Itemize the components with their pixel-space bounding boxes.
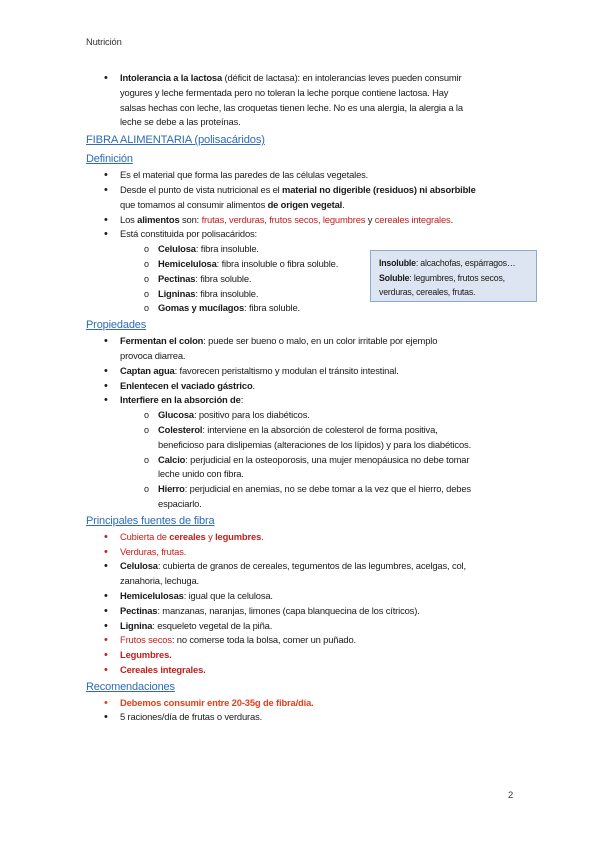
- text-run: Pectinas: [158, 272, 196, 284]
- list-item: [0, 530, 599, 545]
- page-number: 2: [508, 789, 514, 800]
- circle-bullet-icon: o: [144, 484, 149, 495]
- text-run: son:: [179, 213, 202, 225]
- list-item: [0, 559, 599, 574]
- list-item-continuation: [0, 198, 599, 213]
- text-run: Hierro: [158, 483, 185, 495]
- text-run: : interviene en la absorción de colesterol de forma positiva,: [202, 423, 438, 435]
- text-run: de origen vegetal: [267, 198, 343, 210]
- list-item: [0, 696, 599, 711]
- text-run: Cubierta de: [120, 530, 170, 542]
- list-item: [0, 183, 599, 198]
- text-run: salsas hechas con leche, las croquetas tienen leche. No es una alergia, la alergia a la: [120, 101, 463, 113]
- text-run: zanahoria, lechuga.: [120, 575, 199, 587]
- list-item: [0, 334, 599, 349]
- text-run: material no digerible (residuos) ni absorbible: [282, 183, 476, 195]
- text-run: Lignina: [120, 619, 153, 631]
- list-item: [0, 663, 599, 678]
- text-run: : cubierta de granos de cereales, tegumentos de las legumbres, acelgas, col,: [157, 560, 466, 572]
- text-run: :: [240, 394, 244, 406]
- list-item: [0, 482, 599, 497]
- list-item-continuation: [0, 574, 599, 589]
- text-run: 5 raciones/día de frutas o verduras.: [120, 711, 263, 723]
- text-run: : perjudicial en anemias, no se debe tomar a la vez que el hierro, debes: [184, 483, 471, 495]
- page-content: [0, 71, 599, 725]
- list-item: [0, 408, 599, 423]
- list-item: [0, 648, 599, 663]
- text-run: Verduras, frutas.: [120, 545, 187, 557]
- text-run: provoca diarrea.: [120, 349, 186, 361]
- bullet-icon: •: [104, 634, 108, 647]
- bullet-icon: •: [104, 649, 108, 662]
- text-run: : favorecen peristaltismo y modulan el tránsito intestinal.: [174, 364, 399, 376]
- list-item: [0, 379, 599, 394]
- text-run: cereales integrales: [374, 213, 451, 225]
- list-item: [0, 453, 599, 468]
- text-run: : perjudicial en la osteoporosis, una mujer menopáusica no debe tomar: [185, 453, 470, 465]
- bullet-icon: •: [104, 169, 108, 182]
- bullet-icon: •: [104, 379, 108, 392]
- list-item-continuation: [0, 101, 599, 116]
- bullet-icon: •: [104, 619, 108, 632]
- text-run: espaciarlo.: [158, 497, 202, 509]
- text-run: verduras, cereales, frutas.: [379, 287, 476, 298]
- bullet-icon: •: [104, 711, 108, 724]
- text-run: : fibra insoluble o fibra soluble.: [216, 257, 339, 269]
- text-run: : alcachofas, espárragos…: [415, 258, 516, 268]
- text-run: Celulosa: [158, 243, 196, 255]
- list-item: [0, 71, 599, 86]
- bullet-icon: •: [104, 364, 108, 377]
- text-run: Intolerancia a la lactosa: [120, 72, 223, 83]
- bullet-icon: •: [104, 335, 108, 348]
- list-item-continuation: [0, 438, 599, 453]
- circle-bullet-icon: o: [144, 454, 149, 465]
- text-run: : manzanas, naranjas, limones (capa blanquecina de los cítricos).: [157, 604, 420, 616]
- circle-bullet-icon: o: [144, 288, 149, 299]
- section-title: FIBRA ALIMENTARIA (polisacáridos): [86, 134, 265, 147]
- text-run: leche se debe a las proteínas.: [120, 116, 241, 128]
- list-item-continuation: [0, 349, 599, 364]
- text-run: Captan agua: [120, 364, 175, 376]
- text-run: Enlentecen el vaciado gástrico: [120, 379, 253, 391]
- list-item: [0, 619, 599, 634]
- text-run: : puede ser bueno o malo, en un color irritable por ejemplo: [203, 335, 438, 347]
- circle-bullet-icon: o: [144, 410, 149, 421]
- callout-line: [379, 256, 536, 271]
- text-run: .: [252, 379, 256, 391]
- circle-bullet-icon: o: [144, 303, 149, 314]
- section-heading: Recomendaciones: [86, 680, 175, 693]
- text-run: Glucosa: [158, 409, 194, 421]
- text-run: legumbres: [215, 530, 262, 542]
- list-item: [0, 423, 599, 438]
- bullet-icon: •: [104, 228, 108, 241]
- text-run: Gomas y mucílagos: [158, 302, 245, 314]
- bullet-icon: •: [104, 530, 108, 543]
- section-heading: Definición: [86, 153, 133, 166]
- text-run: Cereales integrales.: [120, 663, 206, 675]
- text-run: Interfiere en la absorción de: [120, 394, 241, 406]
- section-heading: Propiedades: [86, 319, 147, 332]
- text-run: : igual que la celulosa.: [183, 589, 273, 601]
- bullet-icon: •: [104, 604, 108, 617]
- bullet-icon: •: [104, 589, 108, 602]
- text-run: Es el material que forma las paredes de las células vegetales.: [120, 169, 369, 181]
- list-item: [0, 364, 599, 379]
- fiber-types-callout-box: [370, 250, 537, 302]
- text-run: Soluble: [379, 272, 410, 283]
- text-run: leche unido con fibra.: [158, 468, 244, 480]
- text-run: Debemos consumir entre 20-35g de fibra/día.: [120, 696, 314, 708]
- bullet-icon: •: [104, 696, 108, 709]
- circle-bullet-icon: o: [144, 258, 149, 269]
- text-run: cereales: [169, 530, 206, 542]
- text-run: que tomamos al consumir alimentos: [120, 198, 268, 210]
- text-run: y: [205, 530, 216, 542]
- list-item-continuation: [0, 497, 599, 512]
- circle-bullet-icon: o: [144, 424, 149, 435]
- bullet-icon: •: [104, 560, 108, 573]
- list-item: [0, 301, 599, 316]
- list-item: [0, 633, 599, 648]
- list-item-continuation: [0, 115, 599, 130]
- bullet-icon: •: [104, 213, 108, 226]
- list-item: [0, 227, 599, 242]
- callout-line: [379, 285, 536, 300]
- text-run: y: [365, 213, 375, 225]
- text-run: : fibra insoluble.: [195, 243, 259, 255]
- text-run: Está constituida por polisacáridos:: [120, 228, 258, 240]
- list-item: [0, 168, 599, 183]
- text-run: Colesterol: [158, 423, 203, 435]
- text-run: Celulosa: [120, 560, 158, 572]
- text-run: frutas, verduras, frutos secos, legumbres: [201, 213, 366, 225]
- list-item: [0, 393, 599, 408]
- list-item: [0, 604, 599, 619]
- circle-bullet-icon: o: [144, 273, 149, 284]
- list-item: [0, 213, 599, 228]
- bullet-icon: •: [104, 183, 108, 196]
- text-run: : esqueleto vegetal de la piña.: [152, 619, 273, 631]
- bullet-icon: •: [104, 545, 108, 558]
- text-run: Desde el punto de vista nutricional es el: [120, 183, 283, 195]
- text-run: Calcio: [158, 453, 186, 465]
- list-item: [0, 545, 599, 560]
- text-run: : fibra soluble.: [195, 272, 252, 284]
- text-run: Pectinas: [120, 604, 158, 616]
- text-run: : no comerse toda la bolsa, comer un puñado.: [171, 634, 357, 646]
- text-run: Insoluble: [379, 258, 416, 268]
- list-item-continuation: [0, 467, 599, 482]
- text-run: (déficit de lactasa): en intolerancias leves pueden consumir: [222, 72, 462, 83]
- section-heading: Principales fuentes de fibra: [86, 514, 215, 527]
- text-run: : positivo para los diabéticos.: [193, 409, 310, 421]
- list-item: [0, 589, 599, 604]
- running-header: Nutrición: [86, 36, 122, 47]
- text-run: Ligninas: [158, 287, 196, 299]
- callout-line: [379, 271, 536, 286]
- bullet-icon: •: [104, 663, 108, 676]
- text-run: .: [342, 198, 345, 210]
- bullet-icon: •: [104, 72, 108, 84]
- text-run: Hemicelulosas: [120, 589, 184, 601]
- text-run: .: [261, 530, 264, 542]
- text-run: Los: [120, 213, 138, 225]
- list-item-continuation: [0, 86, 599, 101]
- text-run: Fermentan el colon: [120, 335, 204, 347]
- text-run: yogures y leche fermentada pero no toleran la leche porque contiene lactosa. Hay: [120, 86, 449, 98]
- bullet-icon: •: [104, 394, 108, 407]
- text-run: Legumbres.: [120, 649, 172, 661]
- text-run: : fibra soluble.: [244, 302, 300, 314]
- text-run: : fibra insoluble.: [195, 287, 259, 299]
- list-item: [0, 710, 599, 725]
- text-run: : legumbres, frutos secos,: [409, 272, 505, 283]
- text-run: Hemicelulosa: [158, 257, 217, 269]
- text-run: beneficioso para dislipemias (alteraciones de los lípidos) y para los diabéticos.: [158, 438, 472, 450]
- text-run: alimentos: [137, 213, 180, 225]
- text-run: Frutos secos: [120, 634, 172, 646]
- circle-bullet-icon: o: [144, 244, 149, 255]
- text-run: .: [450, 213, 454, 225]
